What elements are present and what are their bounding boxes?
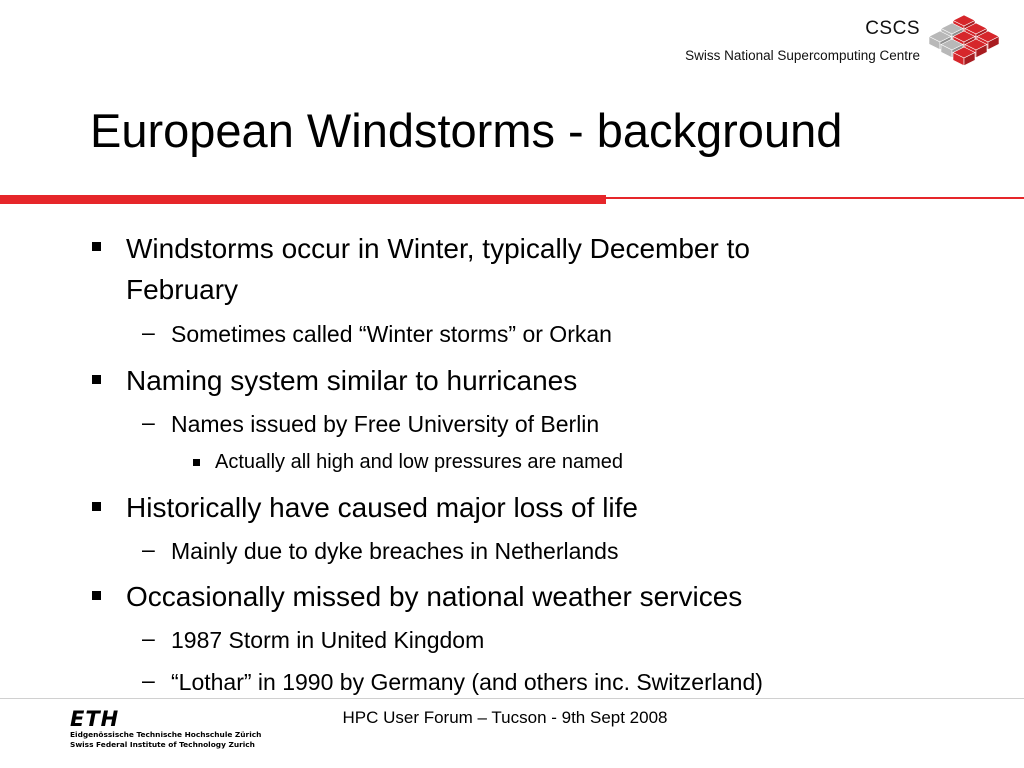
cscs-cubes-icon — [924, 12, 1004, 72]
bullet-dash-icon: – — [142, 409, 155, 435]
eth-name-german: Eidgenössische Technische Hochschule Zürich — [70, 730, 262, 739]
bullet-square-icon — [92, 502, 101, 511]
slide-header — [0, 0, 1024, 80]
bullet-dash-icon: – — [142, 667, 155, 693]
bullet-square-icon — [92, 375, 101, 384]
slide-title: European Windstorms - background — [90, 104, 843, 157]
eth-wordmark: ETH — [70, 707, 120, 731]
title-underline — [0, 195, 606, 204]
title-underline-thin — [606, 197, 1024, 199]
bullet-dash-icon: – — [142, 319, 155, 345]
footer-event-text: HPC User Forum – Tucson - 9th Sept 2008 — [342, 708, 668, 727]
sub-bullet-item: Names issued by Free University of Berlin — [171, 411, 600, 437]
sub-bullet-item: 1987 Storm in United Kingdom — [171, 627, 485, 653]
sub-sub-bullet-item: Actually all high and low pressures are named — [215, 451, 623, 473]
sub-bullet-item: Sometimes called “Winter storms” or Orkan — [171, 321, 612, 347]
bullet-item: Windstorms occur in Winter, typically December to — [126, 233, 750, 264]
org-short-name: CSCS — [865, 18, 920, 39]
footer-divider — [0, 698, 1024, 699]
bullet-item: Historically have caused major loss of life — [126, 492, 638, 523]
bullet-item: Naming system similar to hurricanes — [126, 365, 578, 396]
sub-bullet-item: Mainly due to dyke breaches in Netherlands — [171, 538, 619, 564]
bullet-square-icon — [92, 591, 101, 600]
footer-event — [0, 707, 1010, 731]
bullet-item-continuation: February — [126, 274, 239, 305]
bullet-item: Occasionally missed by national weather services — [126, 581, 743, 612]
org-full-name: Swiss National Supercomputing Centre — [685, 48, 920, 63]
bullet-dash-icon: – — [142, 536, 155, 562]
bullet-small-square-icon — [193, 459, 200, 466]
eth-name-english: Swiss Federal Institute of Technology Zurich — [70, 740, 255, 749]
bullet-square-icon — [92, 242, 101, 251]
sub-bullet-item: “Lothar” in 1990 by Germany (and others inc. Switzerland) — [171, 669, 763, 695]
bullet-dash-icon: – — [142, 625, 155, 651]
